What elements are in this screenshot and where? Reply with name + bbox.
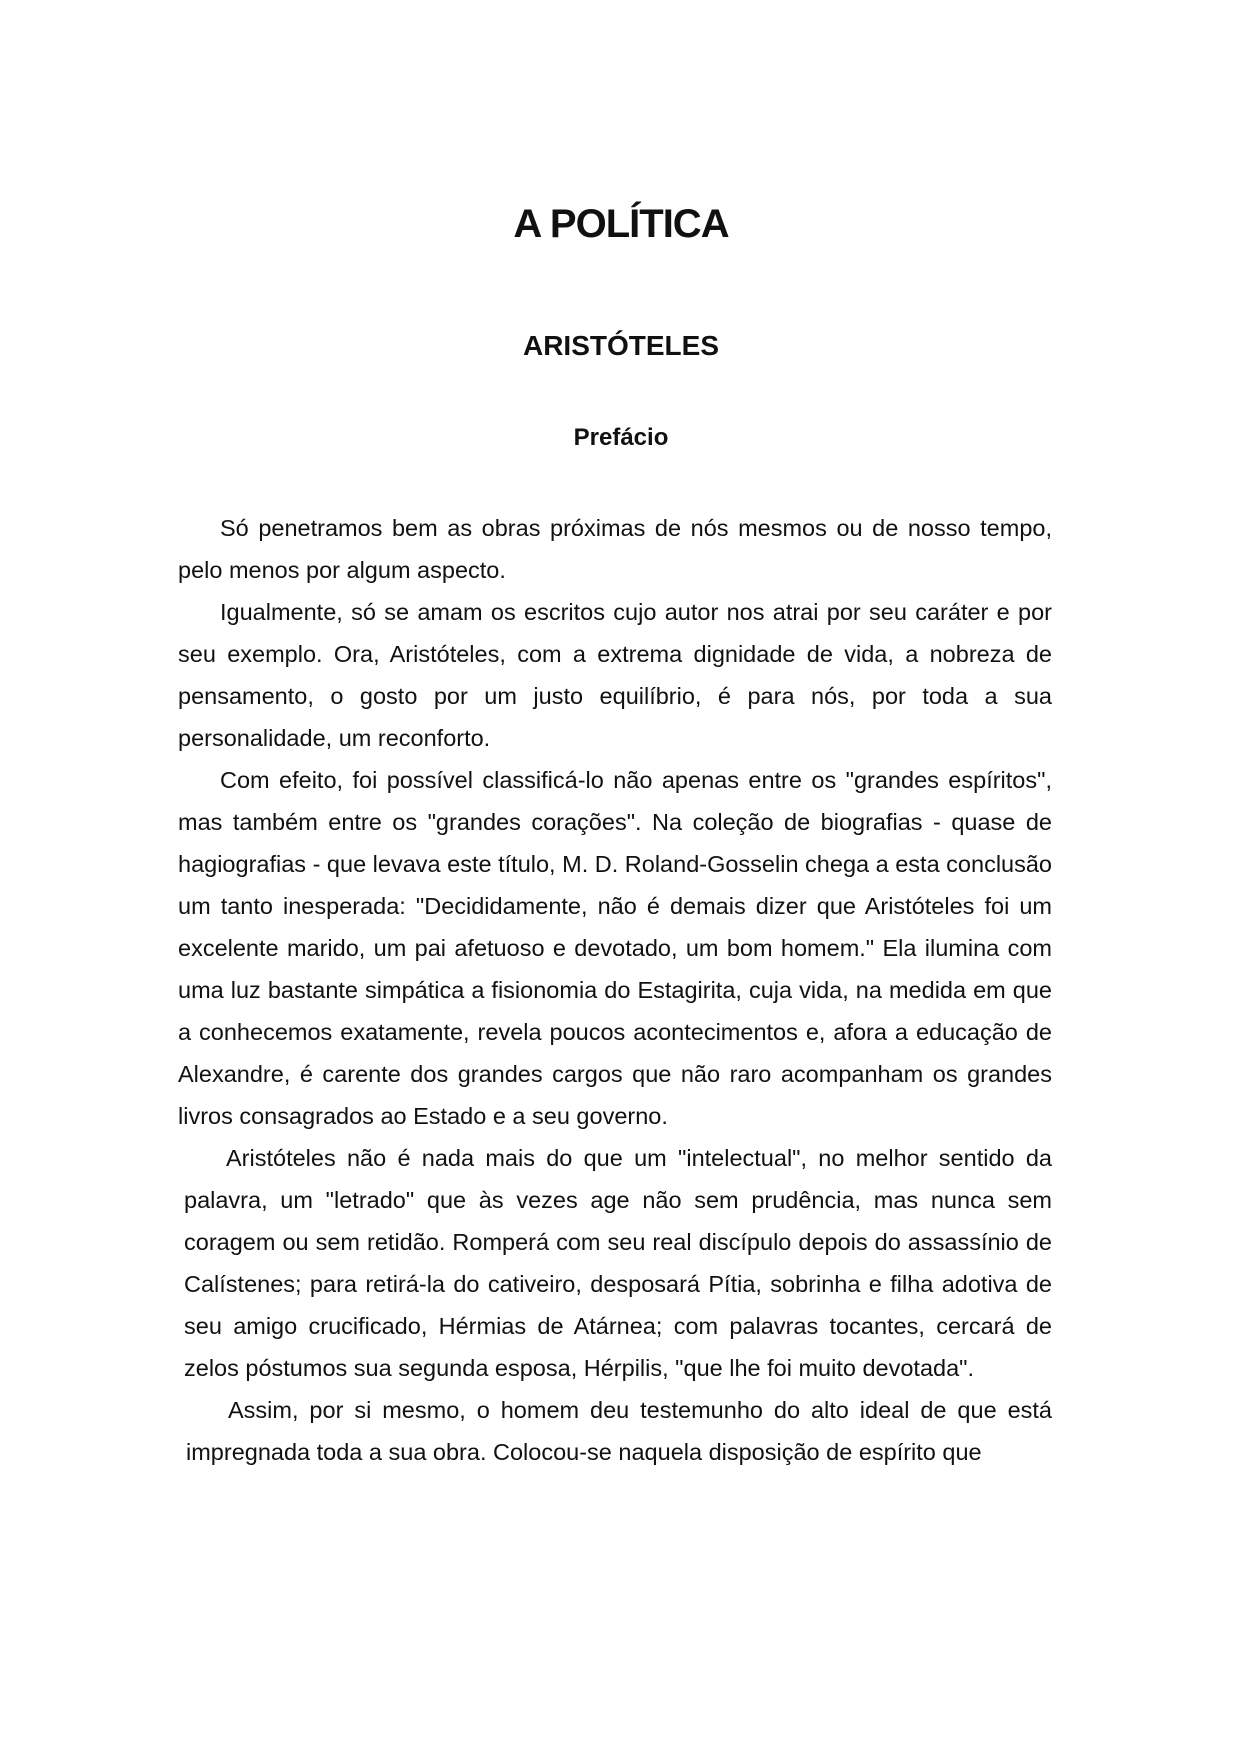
section-heading: Prefácio — [573, 424, 669, 451]
author-name: ARISTÓTELES — [522, 330, 719, 361]
document-title: A POLÍTICA — [513, 202, 729, 246]
paragraph: Só penetramos bem as obras próximas de nós mesmos ou de nosso tempo, pelo menos por algum aspecto. — [178, 515, 1052, 583]
paragraph: Assim, por si mesmo, o homem deu testemunho do alto ideal de que está impregnada toda a sua obra. Colocou-se naquela disposição de espírito que — [186, 1397, 1052, 1465]
preface-body — [178, 507, 1052, 1473]
paragraph: Com efeito, foi possível classificá-lo não apenas entre os "grandes espíritos", mas também entre os "grandes corações". Na coleção de biografias - quase de hagiografias - que levava este título, M. D. Roland-Gosselin chega a esta conclusão um tanto inesperada: "Decididamente, não é demais dizer que Aristóteles foi um excelente marido, um pai afetuoso e devotado, um bom homem." Ela ilumina com uma luz bastante simpática a fisionomia do Estagirita, cuja vida, na medida em que a conhecemos exatamente, revela poucos acontecimentos e, afora a educação de Alexandre, é carente dos grandes cargos que não raro acompanham os grandes livros consagrados ao Estado e a seu governo. — [178, 767, 1052, 1129]
paragraph: Aristóteles não é nada mais do que um "intelectual", no melhor sentido da palavra, um "letrado" que às vezes age não sem prudência, mas nunca sem coragem ou sem retidão. Romperá com seu real discípulo depois do assassínio de Calístenes; para retirá-la do cativeiro, desposará Pítia, sobrinha e filha adotiva de seu amigo crucificado, Hérmias de Atárnea; com palavras tocantes, cercará de zelos póstumos sua segunda esposa, Hérpilis, "que lhe foi muito devotada". — [184, 1145, 1052, 1381]
paragraph: Igualmente, só se amam os escritos cujo autor nos atrai por seu caráter e por seu exemplo. Ora, Aristóteles, com a extrema dignidade de vida, a nobreza de pensamento, o gosto por um justo equilíbrio, é para nós, por toda a sua personalidade, um reconforto. — [178, 599, 1052, 751]
